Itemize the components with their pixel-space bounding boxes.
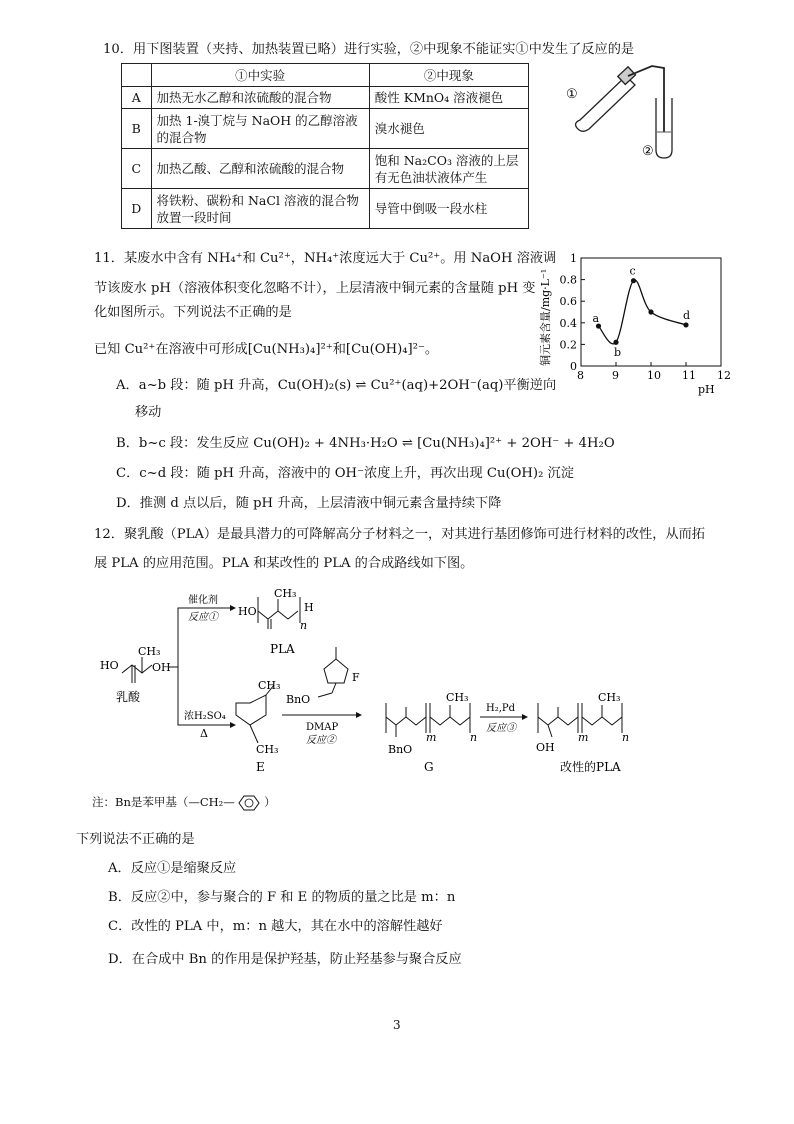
cat-label: 催化剂 <box>188 595 218 606</box>
data-point <box>631 278 636 283</box>
pla-structure <box>258 597 300 629</box>
row-label: A <box>122 87 152 109</box>
q11-stem-3 <box>94 301 292 320</box>
y-tick-label: 0 <box>570 360 577 373</box>
e-ch3-bottom: CH₃ <box>256 743 279 756</box>
reaction-2-label: 反应② <box>306 735 336 746</box>
q12-stem-2: 展 PLA 的应用范围。PLA 和某改性的 PLA 的合成路线如下图。 <box>94 556 474 571</box>
y-tick-label: 0.6 <box>559 295 577 309</box>
y-tick-label: 0.8 <box>559 273 577 287</box>
q12-option-d: D．在合成中 Bn 的作用是保护羟基，防止羟基参与聚合反应 <box>108 952 462 967</box>
table-header-exp: ①中实验 <box>151 64 369 87</box>
point-label: b <box>614 346 622 360</box>
x-axis-label: pH <box>698 383 715 396</box>
g-label: G <box>424 760 434 774</box>
pla-h: H <box>304 601 314 614</box>
delta-label: Δ <box>200 727 208 740</box>
q12-note <box>92 794 276 812</box>
label-tube-2: ② <box>642 144 654 159</box>
table-header-obs: ②中现象 <box>369 64 528 87</box>
mod-oh: OH <box>536 741 555 754</box>
dmap-label: DMAP <box>306 722 339 733</box>
g-n: n <box>470 731 478 744</box>
q11-option-a: A．a~b 段：随 pH 升高，Cu(OH)₂(s) ⇌ Cu²⁺(aq)+2OH⁻(aq)平衡逆向 <box>116 378 557 393</box>
q10-table <box>121 63 529 229</box>
table-corner <box>122 64 152 87</box>
page-number: 3 <box>393 1018 401 1032</box>
g-m: m <box>426 731 437 744</box>
q11-given: 已知 Cu²⁺在溶液中可形成[Cu(NH₃)₄]²⁺和[Cu(OH)₄]²⁻。 <box>94 342 439 357</box>
x-tick-label: 10 <box>647 369 661 382</box>
q12-note-end: ） <box>264 795 276 809</box>
reagent-f-structure <box>318 647 348 697</box>
g-bno: BnO <box>388 743 413 756</box>
row-exp: 将铁粉、碳粉和 NaCl 溶液的混合物放置一段时间 <box>151 189 369 229</box>
row-label: B <box>122 109 152 149</box>
f-bno: BnO <box>286 693 311 706</box>
pla-n: n <box>300 619 308 632</box>
data-point <box>648 309 653 314</box>
x-tick-label: 11 <box>682 369 696 382</box>
chart-ticks <box>560 252 732 382</box>
q12-ask: 下列说法不正确的是 <box>76 832 195 847</box>
pla-label: PLA <box>270 642 295 656</box>
row-label: D <box>122 189 152 229</box>
lactic-ch3: CH₃ <box>138 645 161 658</box>
arrow-head <box>230 722 236 728</box>
g-ch3: CH₃ <box>446 691 469 704</box>
apparatus-diagram <box>560 62 710 172</box>
row-obs: 溴水褪色 <box>369 109 528 149</box>
q12-stem-1: 12．聚乳酸（PLA）是最具潜力的可降解高分子材料之一，对其进行基团修饰可进行材料的改性，从而拓 <box>94 527 705 542</box>
row-exp: 加热乙酸、乙醇和浓硫酸的混合物 <box>151 149 369 189</box>
branch-lines <box>168 608 230 725</box>
e-label: E <box>256 760 265 774</box>
q10-stem: 10．用下图装置（夹持、加热装置已略）进行实验，②中现象不能证实①中发生了反应的是 <box>103 42 635 57</box>
mod-m: m <box>578 731 589 744</box>
y-axis-label: 铜元素含量/mg·L⁻¹ <box>539 268 552 366</box>
q11-stem-1: 11．某废水中含有 NH₄⁺和 Cu²⁺，NH₄⁺浓度远大于 Cu²⁺。用 NaOH 溶液调 <box>94 251 557 266</box>
pla-ho: HO <box>238 605 257 618</box>
test-tube-1 <box>576 67 636 131</box>
data-point <box>613 340 618 345</box>
x-tick-label: 12 <box>717 369 731 382</box>
pla-ch3: CH₃ <box>274 587 297 600</box>
q11-stem-2: 节该废水 pH（溶液体积变化忽略不计），上层清液中铜元素的含量随 pH 变 <box>94 281 536 296</box>
row-exp: 加热无水乙醇和浓硫酸的混合物 <box>151 87 369 109</box>
y-tick-label: 1 <box>570 252 577 265</box>
mod-ch3: CH₃ <box>598 691 621 704</box>
point-label: a <box>592 312 600 326</box>
row-obs: 饱和 Na₂CO₃ 溶液的上层有无色油状液体产生 <box>369 149 528 189</box>
point-label: d <box>683 308 691 322</box>
benzene-ring-icon <box>238 794 260 812</box>
row-exp: 加热 1-溴丁烷与 NaOH 的乙醇溶液的混合物 <box>151 109 369 149</box>
h2pd-label: H₂,Pd <box>486 703 516 714</box>
q12-option-a: A．反应①是缩聚反应 <box>108 861 237 876</box>
lactide-structure <box>236 685 274 743</box>
lactic-oh: OH <box>152 661 171 674</box>
f-label: F <box>352 671 360 684</box>
lactic-ho: HO <box>100 659 119 672</box>
q12-option-b: B．反应②中，参与聚合的 F 和 E 的物质的量之比是 m：n <box>108 890 456 905</box>
arrow-head <box>522 714 528 720</box>
x-tick-label: 9 <box>612 369 619 382</box>
data-point <box>683 322 688 327</box>
y-tick-label: 0.4 <box>559 316 577 330</box>
reaction-3-label: 反应③ <box>486 723 516 734</box>
modified-pla-label: 改性的PLA <box>560 760 621 774</box>
lactic-acid-structure <box>122 657 152 683</box>
y-tick-label: 0.2 <box>559 338 577 352</box>
label-tube-1: ① <box>566 87 578 102</box>
q11-option-a-cont: 移动 <box>135 405 162 420</box>
x-tick-label: 8 <box>577 369 584 382</box>
data-curve <box>599 280 687 344</box>
row-obs: 酸性 KMnO₄ 溶液褪色 <box>369 87 528 109</box>
synthesis-scheme <box>90 585 740 785</box>
point-label: c <box>629 264 636 278</box>
q11-option-b: B．b~c 段：发生反应 Cu(OH)₂ + 4NH₃·H₂O ⇌ [Cu(NH₃)₄]²⁺ + 2OH⁻ + 4H₂O <box>116 436 615 451</box>
arrow-head <box>356 712 362 718</box>
h2so4-label: 浓H₂SO₄ <box>184 711 226 722</box>
mod-n: n <box>622 731 630 744</box>
e-ch3-top: CH₃ <box>258 679 281 692</box>
row-label: C <box>122 149 152 189</box>
copper-ph-chart <box>535 248 740 396</box>
q11-option-c: C．c~d 段：随 pH 升高，溶液中的 OH⁻浓度上升，再次出现 Cu(OH)₂ 沉淀 <box>116 466 574 481</box>
data-points <box>593 265 691 360</box>
reaction-1-label: 反应① <box>188 612 218 623</box>
arrow-head <box>230 605 236 611</box>
q12-note-text: 注：Bn是苯甲基（—CH₂— <box>92 795 235 809</box>
q11-option-d: D．推测 d 点以后，随 pH 升高，上层清液中铜元素含量持续下降 <box>116 496 502 511</box>
q12-option-c: C．改性的 PLA 中，m：n 越大，其在水中的溶解性越好 <box>108 919 443 934</box>
row-obs: 导管中倒吸一段水柱 <box>369 189 528 229</box>
q11-stem-3-text: 化如图所示。下列说法不正确的是 <box>94 305 292 320</box>
lactic-label: 乳酸 <box>116 690 141 704</box>
